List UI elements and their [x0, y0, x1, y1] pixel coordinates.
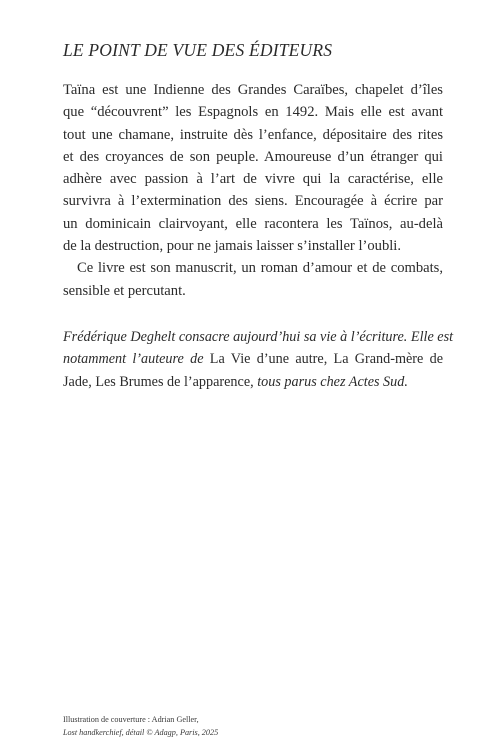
bio-line	[63, 348, 443, 370]
book-title: La Grand-mère de	[333, 351, 444, 368]
bio-separator: ,	[88, 373, 96, 390]
publisher-blurb	[63, 79, 443, 302]
book-title: La Vie d’une autre	[209, 351, 324, 368]
author-bio	[63, 326, 454, 393]
blurb-line: un dominicain clairvoyant, elle racontera les Taïnos, au-delà	[63, 215, 443, 232]
blurb-line: que “découvrent” les Espagnols en 1492. Mais elle est avant	[63, 104, 443, 121]
bio-text: notamment l’auteure de	[63, 351, 210, 368]
blurb-line: Taïna est une Indienne des Grandes Caraïbes, chapelet d’îles	[63, 82, 443, 98]
blurb-line: adhère avec passion à l’art de vivre qui la caractérise, elle	[63, 171, 443, 188]
blurb-line: Ce livre est son manuscrit, un roman d’amour et de combats,	[77, 260, 443, 277]
blurb-line: tout une chamane, instruite dès l’enfance, dépositaire des rites	[63, 126, 443, 143]
book-title: Les Brumes de l’apparence	[95, 373, 251, 390]
bio-line: Frédérique Deghelt consacre aujourd’hui sa vie à l’écriture. Elle est	[63, 329, 454, 345]
credit-line: Illustration de couverture : Adrian Geller,	[63, 715, 199, 724]
bio-separator: ,	[323, 351, 334, 368]
section-heading: LE POINT DE VUE DES ÉDITEURS	[63, 40, 333, 60]
bio-text: tous parus chez Actes Sud.	[257, 373, 408, 390]
credit-line: Lost handkerchief, détail © Adagp, Paris, 2025	[63, 728, 219, 737]
blurb-line: sensible et percutant.	[63, 282, 186, 299]
blurb-line: survivra à l’extermination des siens. Encouragée à écrire par	[63, 193, 443, 210]
blurb-line: et des croyances de son peuple. Amoureuse d’un étranger qui	[63, 148, 443, 165]
bio-line	[63, 371, 443, 393]
bio-separator: ,	[250, 373, 258, 390]
cover-credits	[63, 713, 218, 739]
blurb-line: de la destruction, pour ne jamais laisser s’installer l’oubli.	[63, 238, 402, 255]
book-title: Jade	[63, 373, 89, 390]
